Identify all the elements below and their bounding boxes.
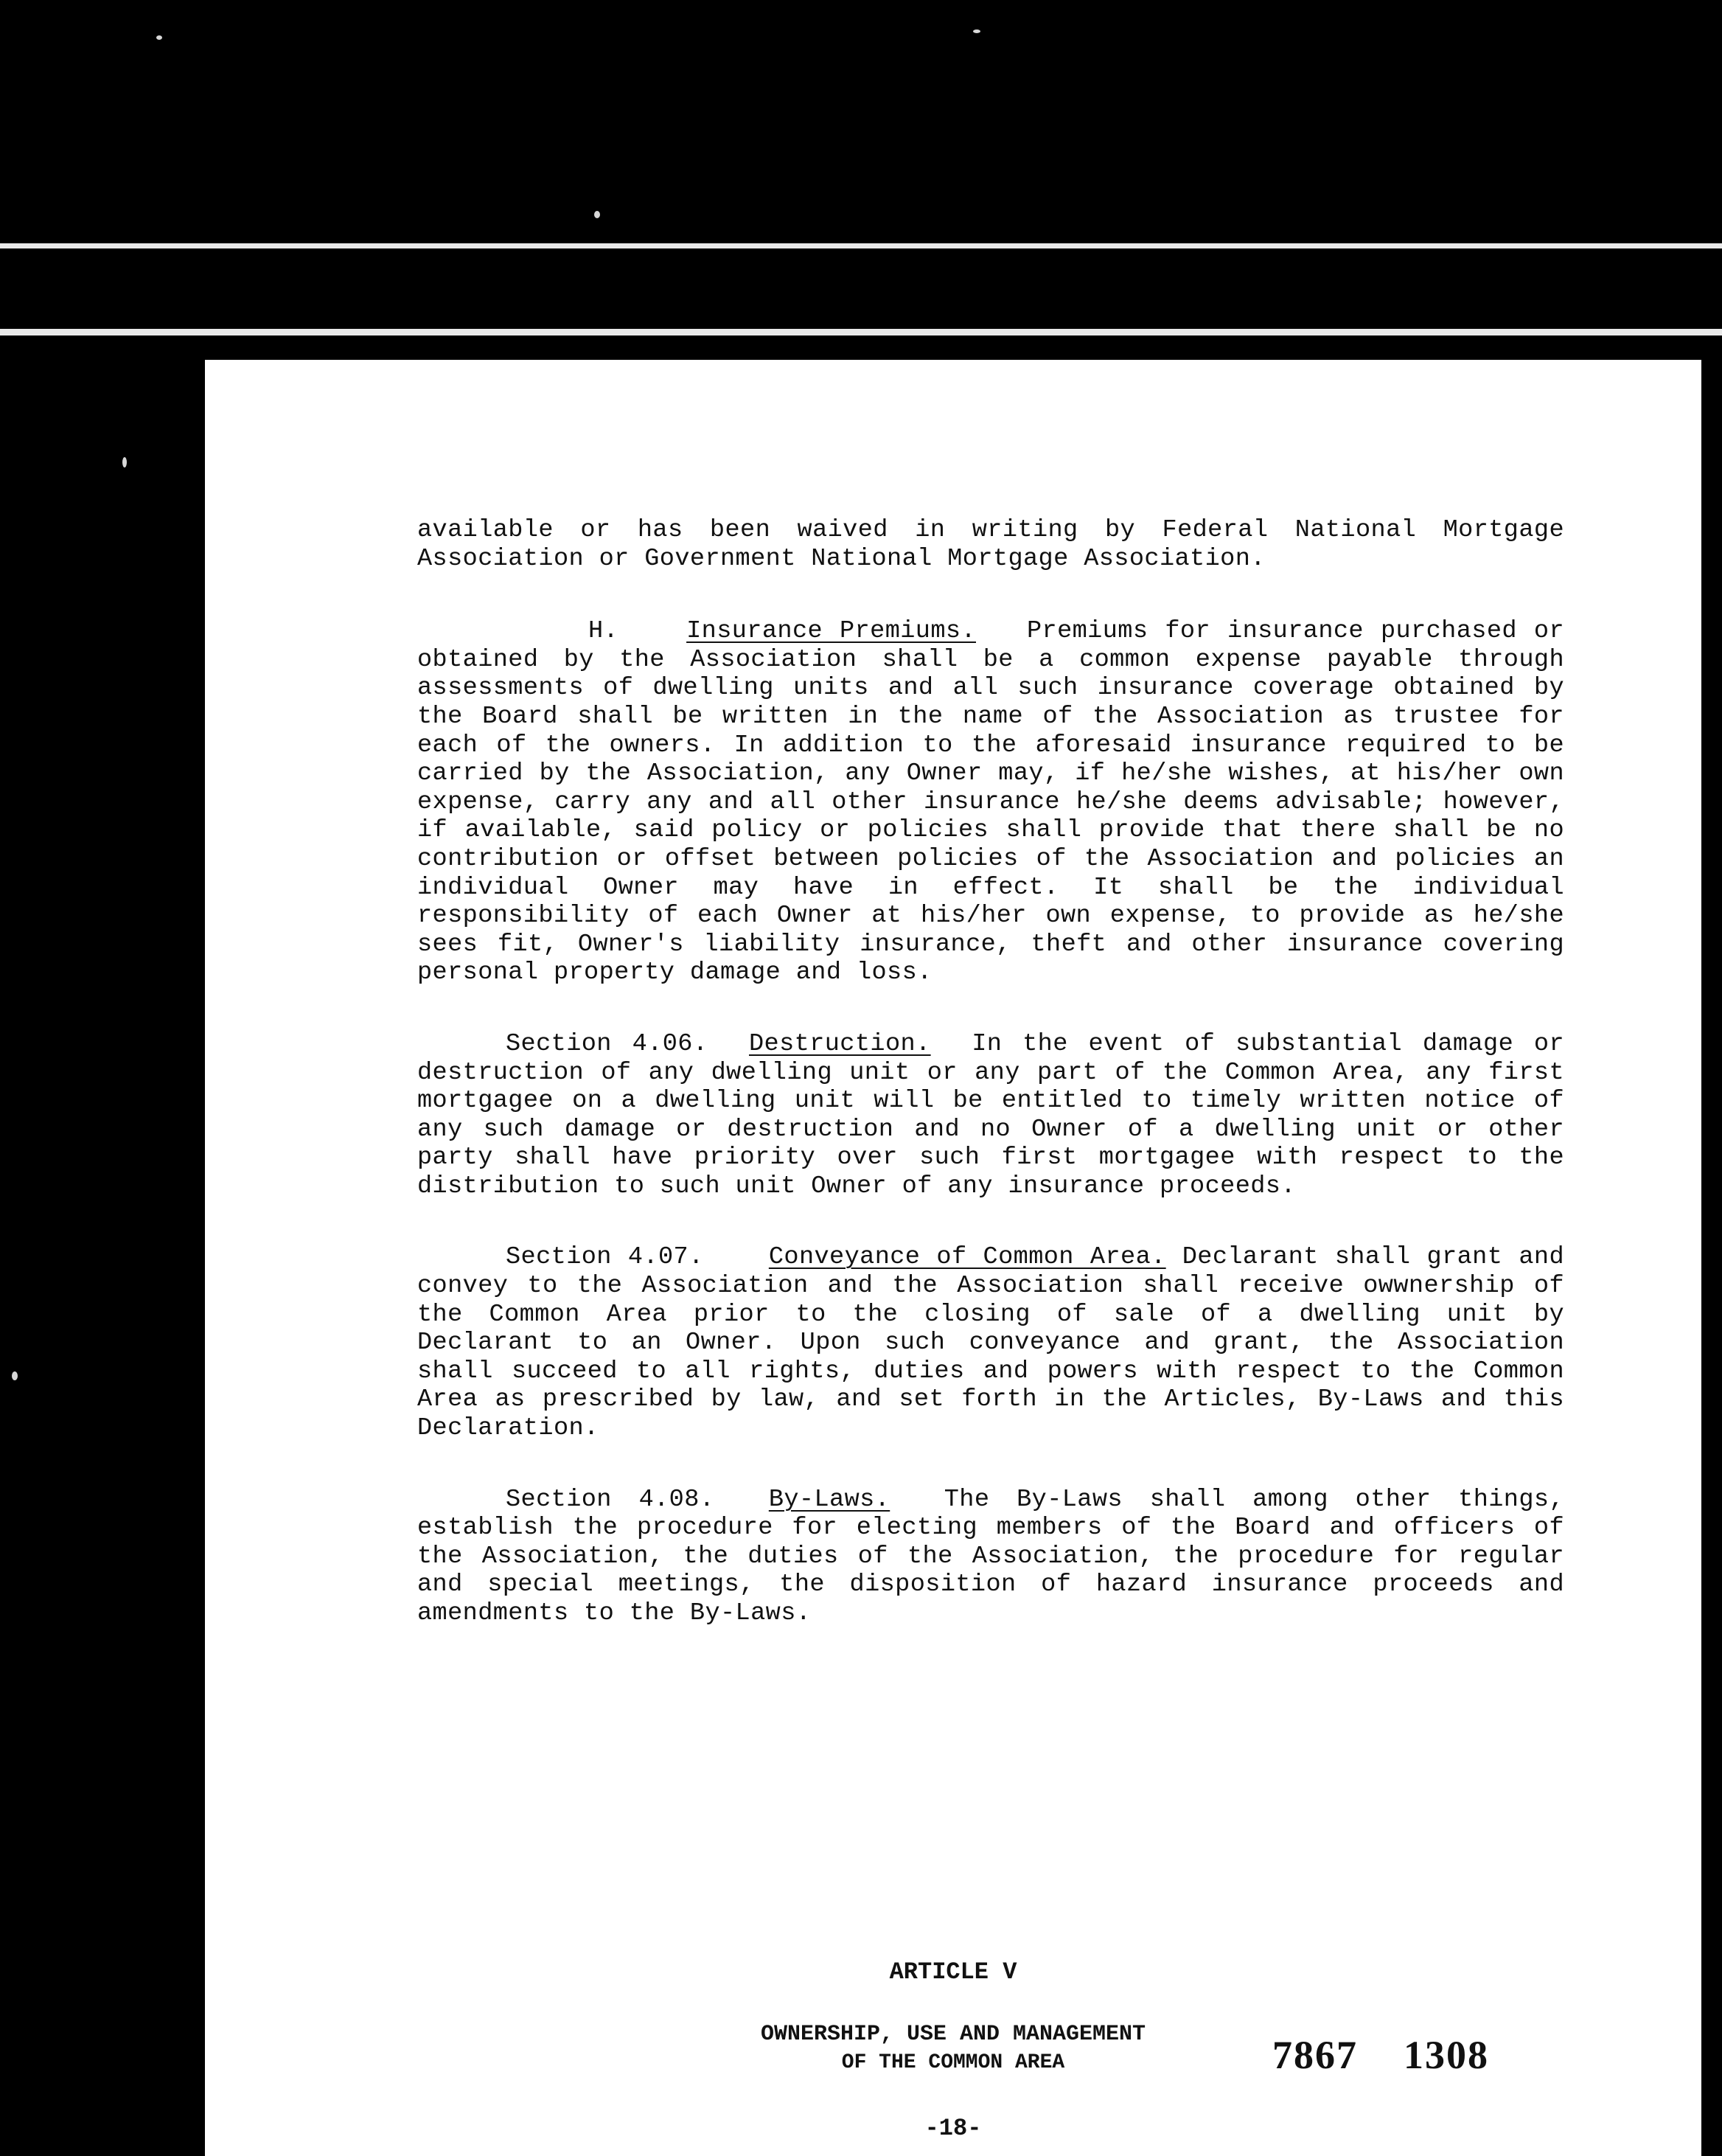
- paragraph-continuation: [417, 516, 1564, 573]
- scan-speck: [12, 1371, 18, 1380]
- scanner-edge-line: [0, 243, 1722, 248]
- paragraph-insurance-premiums: [417, 617, 1564, 987]
- article-subtitle-line1: OWNERSHIP, USE AND MANAGEMENT: [760, 2022, 1146, 2047]
- paragraph-section-4-08: [417, 1486, 1564, 1628]
- paragraph-section-4-07: [417, 1243, 1564, 1442]
- paragraph-text: Declarant shall grant and convey to the Association and the Association shall receive owwnership of the Common Area prior to the closing of sale of a dwelling unit by Declarant to an Owner. Upon such conveyance and grant, the Association shall succeed to all rights, duties and powers with respect to the Common Area as prescribed by law, and set forth in the Articles, By-Laws and this Declaration.: [417, 1243, 1564, 1443]
- scanner-edge-line: [0, 329, 1722, 335]
- paragraph-text: available or has been waived in writing by Federal National Mortgage Association or Government National Mortgage Association.: [417, 516, 1564, 573]
- paragraph-text: In the event of substantial damage or destruction of any dwelling unit or any part of the Common Area, any first mortgagee on a dwelling unit will be entitled to timely written notice of any such damage or destruction and no Owner of a dwelling unit or other party shall have priority over such first mortgagee with respect to the distribution to such unit Owner of any insurance proceeds.: [417, 1029, 1565, 1200]
- paragraph-heading: By-Laws.: [768, 1485, 890, 1514]
- paragraph-label: Section 4.07.: [506, 1243, 704, 1272]
- article-subtitle-line2: OF THE COMMON AREA: [841, 2051, 1065, 2074]
- record-book-number: 7867: [1272, 2033, 1358, 2077]
- body-text: [417, 516, 1564, 1671]
- scan-speck: [122, 457, 127, 467]
- recording-stamp: [1272, 2032, 1489, 2078]
- paragraph-heading: Conveyance of Common Area.: [768, 1243, 1166, 1272]
- scan-speck: [973, 29, 980, 33]
- paragraph-section-4-06: [417, 1030, 1564, 1201]
- page-number: -18-: [924, 2115, 982, 2142]
- paragraph-label: Section 4.08.: [506, 1485, 715, 1514]
- paragraph-heading: Insurance Premiums.: [686, 617, 976, 646]
- paragraph-text: Premiums for insurance purchased or obtained by the Association shall be a common expense payable through assessments of dwelling units and all such insurance coverage obtained by the Board shall be written in the name of the Association as trustee for each of the owners. In addition to the aforesaid insurance required to be carried by the Association, any Owner may, if he/she wishes, at his/her own expense, carry any and all other insurance he/she deems advisable; however, if available, said policy or policies shall provide that there shall be no contribution or offset between policies of the Association and policies an individual Owner may have in effect. It shall be the individual responsibility of each Owner at his/her own expense, to provide as he/she sees fit, Owner's liability insurance, theft and other insurance covering personal property damage and loss.: [417, 617, 1565, 987]
- paragraph-label: Section 4.06.: [506, 1029, 708, 1058]
- scan-speck: [156, 35, 162, 40]
- paragraph-heading: Destruction.: [749, 1029, 931, 1058]
- document-page: [205, 360, 1701, 2156]
- paragraph-text: The By-Laws shall among other things, establish the procedure for electing members of the Board and officers of the Association, the duties of the Association, the procedure for regular and special meetings, the disposition of hazard insurance proceeds and amendments to the By-Laws.: [417, 1485, 1565, 1627]
- record-page-number: 1308: [1404, 2033, 1489, 2077]
- scan-speck: [594, 211, 600, 218]
- article-title: ARTICLE V: [889, 1958, 1017, 1986]
- paragraph-label: H.: [588, 617, 619, 646]
